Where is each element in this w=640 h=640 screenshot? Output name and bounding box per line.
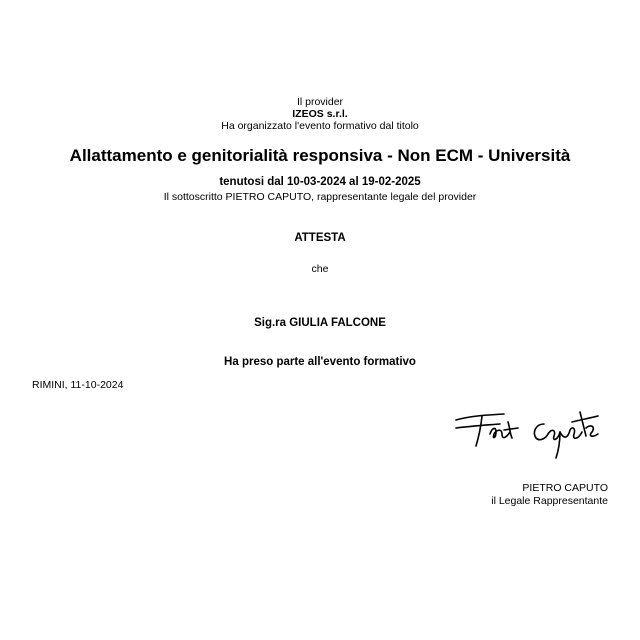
place-and-date: RIMINI, 11-10-2024	[32, 379, 124, 391]
signature-image	[452, 402, 602, 462]
signer-block	[491, 482, 608, 508]
attests-heading: ATTESTA	[294, 232, 346, 244]
participation-statement: Ha preso parte all'evento formativo	[224, 356, 416, 368]
organized-text: Ha organizzato l'evento formativo dal titolo	[221, 120, 419, 132]
signer-name: PIETRO CAPUTO	[522, 482, 608, 494]
provider-name: IZEOS s.r.l.	[292, 108, 348, 120]
provider-intro: Il provider	[296, 96, 344, 108]
signer-role: il Legale Rappresentante	[491, 495, 608, 507]
event-title: Allattamento e genitorialità responsiva - Non ECM - Università	[69, 146, 571, 165]
event-period: tenutosi dal 10-03-2024 al 19-02-2025	[219, 176, 421, 188]
undersigned-statement: Il sottoscritto PIETRO CAPUTO, rappresentante legale del provider	[163, 191, 477, 203]
that-text: che	[311, 263, 329, 275]
participant-name: Sig.ra GIULIA FALCONE	[254, 317, 386, 329]
